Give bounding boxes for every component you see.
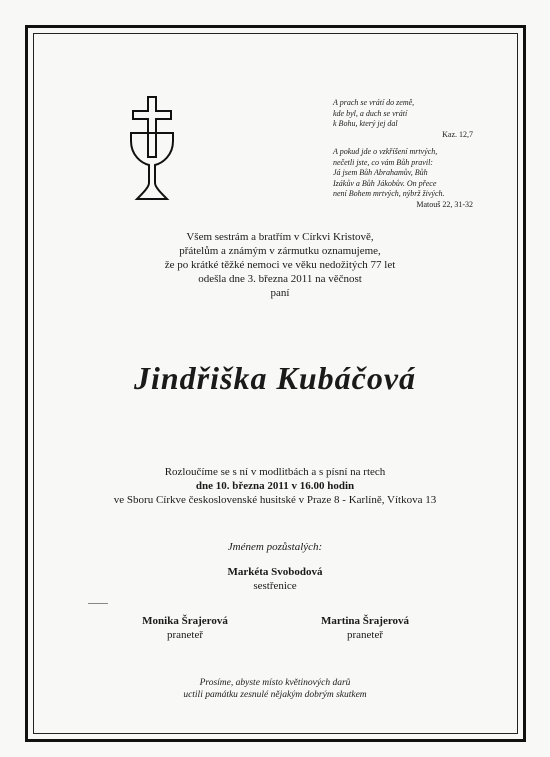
announcement-line: paní xyxy=(270,287,290,299)
divider xyxy=(88,603,108,604)
verse-line: nečetli jste, co vám Bůh pravil: xyxy=(333,157,433,167)
announcement xyxy=(100,230,460,300)
deceased-name: Jindřiška Kubáčová xyxy=(133,360,417,396)
mourner xyxy=(285,614,445,642)
mourner-name: Monika Šrajerová xyxy=(142,615,228,627)
mourner-relation: praneteř xyxy=(346,629,384,641)
announcement-line: odešla dne 3. března 2011 na věčnost xyxy=(198,273,362,285)
mourner-name: Markéta Svobodová xyxy=(227,566,323,578)
mourner xyxy=(105,614,265,642)
request-text xyxy=(40,677,510,701)
farewell-date: dne 10. března 2011 v 16.00 hodin xyxy=(195,480,355,492)
mourner-relation: sestřenice xyxy=(253,580,297,592)
mourner-name: Martina Šrajerová xyxy=(320,615,410,627)
verse-line: A prach se vrátí do země, xyxy=(333,98,415,107)
farewell-place: ve Sboru Církve československé husitské v Praze 8 - Karlíně, Vítkova 13 xyxy=(113,494,437,506)
verse-line: kde byl, a duch se vrátí xyxy=(333,108,408,118)
mourner-relation: praneteř xyxy=(166,629,204,641)
announcement-line: Všem sestrám a bratřím v Církvi Kristově, xyxy=(186,231,374,243)
verse-line: k Bohu, který jej dal xyxy=(333,119,398,128)
announcement-line: přátelům a známým v zármutku oznamujeme, xyxy=(179,245,381,257)
mourner xyxy=(195,565,355,593)
mourners-heading: Jménem pozůstalých: xyxy=(227,541,323,553)
announcement-line: že po krátké těžké nemoci ve věku nedožitých 77 let xyxy=(164,259,396,271)
request-line: Prosíme, abyste místo květinových darů xyxy=(199,678,351,688)
verse-line: A pokud jde o vzkříšení mrtvých, xyxy=(333,147,438,156)
verse-reference: Kaz. 12,7 xyxy=(442,129,473,139)
farewell-line: Rozloučíme se s ní v modlitbách a s písní na rtech xyxy=(164,466,386,478)
verse-line: není Bohem mrtvých, nýbrž živých. xyxy=(333,189,445,198)
request-line: uctili památku zesnulé nějakým dobrým skutkem xyxy=(183,690,367,700)
cross-chalice-icon xyxy=(127,95,177,203)
bible-verses xyxy=(333,98,473,210)
verse-reference: Matouš 22, 31-32 xyxy=(416,199,473,209)
farewell-details xyxy=(40,465,510,507)
verse-line: Já jsem Bůh Abrahamův, Bůh xyxy=(333,168,428,177)
verse-line: Izákův a Bůh Jákobův. On přece xyxy=(333,178,437,188)
